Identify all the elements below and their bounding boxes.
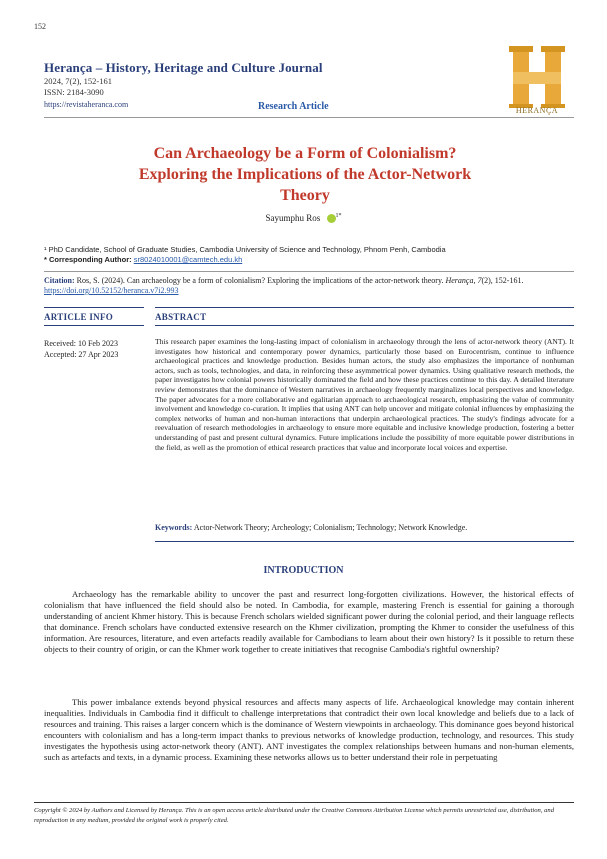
journal-volume: 2024, 7(2), 152-161 — [44, 76, 112, 86]
title-line-2: Exploring the Implications of the Actor-Network — [138, 166, 472, 183]
author-name: Sayumphu Ros — [265, 213, 321, 223]
orcid-icon[interactable] — [327, 214, 336, 223]
corresponding-author — [44, 255, 574, 265]
citation-text: Ros, S. (2024). Can archaeology be a form of colonialism? Exploring the implications of the actor-network theory. — [76, 276, 444, 285]
citation-label: Citation: — [44, 276, 75, 285]
citation-block — [44, 276, 574, 296]
keywords-text: Actor-Network Theory; Archeology; Colonialism; Technology; Network Knowledge. — [193, 523, 468, 532]
title-line-3: Theory — [280, 187, 330, 204]
corresponding-label: * Corresponding Author: — [44, 255, 132, 264]
abstract-top-rule — [155, 307, 574, 308]
article-info — [44, 338, 118, 360]
footer-rule — [34, 802, 574, 803]
article-title — [60, 143, 550, 206]
citation-rest: (2), 152-161. — [481, 276, 524, 285]
journal-url-link[interactable]: https://revistaheranca.com — [44, 100, 129, 109]
journal-title: Herança – History, Heritage and Culture Journal — [44, 60, 323, 75]
abstract-heading: ABSTRACT — [155, 312, 207, 322]
journal-header — [44, 60, 444, 109]
info-bottom-rule — [44, 325, 144, 326]
title-line-1: Can Archaeology be a Form of Colonialism? — [153, 145, 457, 162]
keywords-line — [155, 523, 574, 532]
logo-text: HERANÇA — [515, 106, 559, 115]
author-superscript: 1* — [335, 213, 342, 219]
abstract-text: This research paper examines the long-lasting impact of colonialism in archaeology through the lens of actor-network theory (ANT). It investigates how historical and contemporary power dynamics, particularly those based on Eurocentrism, continue to influence archaeological practices and knowledge production. Besides human actors, the study also emphasizes the importance of nonhuman actors, such as tools, technologies, and data, in reinforcing these asymmetrical power dynamics. Using qualitative research methods, the paper investigates how colonial powers historically dominated the field and how these practices continue to this day. A detailed literature review demonstrates that the dominance of Western narratives in archaeology frequently marginalizes local perspectives and knowledge. The paper advocates for a more collaborative and egalitarian approach to archaeological research, emphasizing the value of community involvement and knowledge co-curation. It implies that using ANT can help uncover and mitigate colonial influences by emphasizing the complex networks of human and non-human interactions that underpin archaeological practices. The study's findings advocate for a reevaluation of research methodologies in archaeology to ensure more equitable and inclusive knowledge production, fostering a better understanding of past and present cultural dynamics. Future implications include the possibility of more equitable power distributions in the field, as well as the promotion of ethical research practices that value and incorporate local voices and expertise. — [155, 337, 574, 452]
corresponding-email-link[interactable]: sr8024010001@camtech.edu.kh — [133, 255, 243, 264]
accepted-date: Accepted: 27 Apr 2023 — [44, 350, 119, 359]
page-number: 152 — [34, 22, 46, 31]
intro-paragraph-2: This power imbalance extends beyond physical resources and affects many aspects of life. Archaeological knowledge may contain inherent inequalities. Individuals in Cambodia find it difficult to challenge interpretations that contradict their own local knowledge and beliefs due to a lack of resources and training. This raises a larger concern which is the dominance of Western viewpoints in archaeology. This dominance goes beyond historical encounters with colonialism and has a long-term impact thanks to previous networks of knowledge production, technology, and resources. This study investigates the hypothesis using actor-network theory (ANT). ANT investigates the complex relationships between humans and non-human elements, such as artefacts and texts, in a dynamic process. Examining these networks allows us to better understand their role in perpetuating — [44, 697, 574, 763]
keywords-label: Keywords: — [155, 523, 193, 532]
journal-issn: ISSN: 2184-3090 — [44, 87, 104, 97]
copyright-footer: Copyright © 2024 by Authors and Licensed by Herança. This is an open access article distributed under the Creative Commons Attribution License which permits unrestricted use, distribution, and reproduction in any medium, provided the original work is properly cited. — [34, 807, 555, 824]
info-top-rule — [44, 307, 144, 308]
keywords-rule — [155, 541, 574, 542]
citation-journal: Herança, 7 — [445, 276, 482, 285]
header-divider — [44, 117, 574, 118]
abstract-bottom-rule — [155, 325, 574, 326]
received-date: Received: 10 Feb 2023 — [44, 339, 118, 348]
citation-doi-link[interactable]: https://doi.org/10.52152/heranca.v7i2.993 — [44, 286, 179, 295]
intro-paragraph-1: Archaeology has the remarkable ability to uncover the past and resurrect long-forgotten civilizations. However, the historical effects of colonialism that have influenced the field should also be noted. In Cambodia, for example, mastering French is essential for gaining a thorough understanding of ancient Khmer history. This is because French scholars wielded significant power during the colonial period, and their language reflects that dominance. French scholars have conducted extensive research on the Khmer civilization, prompting the Khmer to consider the usefulness of this information. Are resources, literature, and even artefacts readily available for Cambodians to learn about their own history? Is it possible to return these objects to their country of origin, or can the Khmer work together to create initiatives that recognise Cambodia's rightful ownership? — [44, 589, 574, 655]
author-line — [0, 213, 607, 223]
introduction-heading: INTRODUCTION — [263, 565, 344, 576]
affiliation-block — [44, 245, 574, 265]
affiliation-divider — [44, 271, 574, 272]
affiliation-line: ¹ PhD Candidate, School of Graduate Studies, Cambodia University of Science and Technology, Phnom Penh, Cambodia — [44, 245, 446, 254]
article-type: Research Article — [258, 101, 329, 112]
article-info-heading: ARTICLE INFO — [44, 312, 114, 322]
